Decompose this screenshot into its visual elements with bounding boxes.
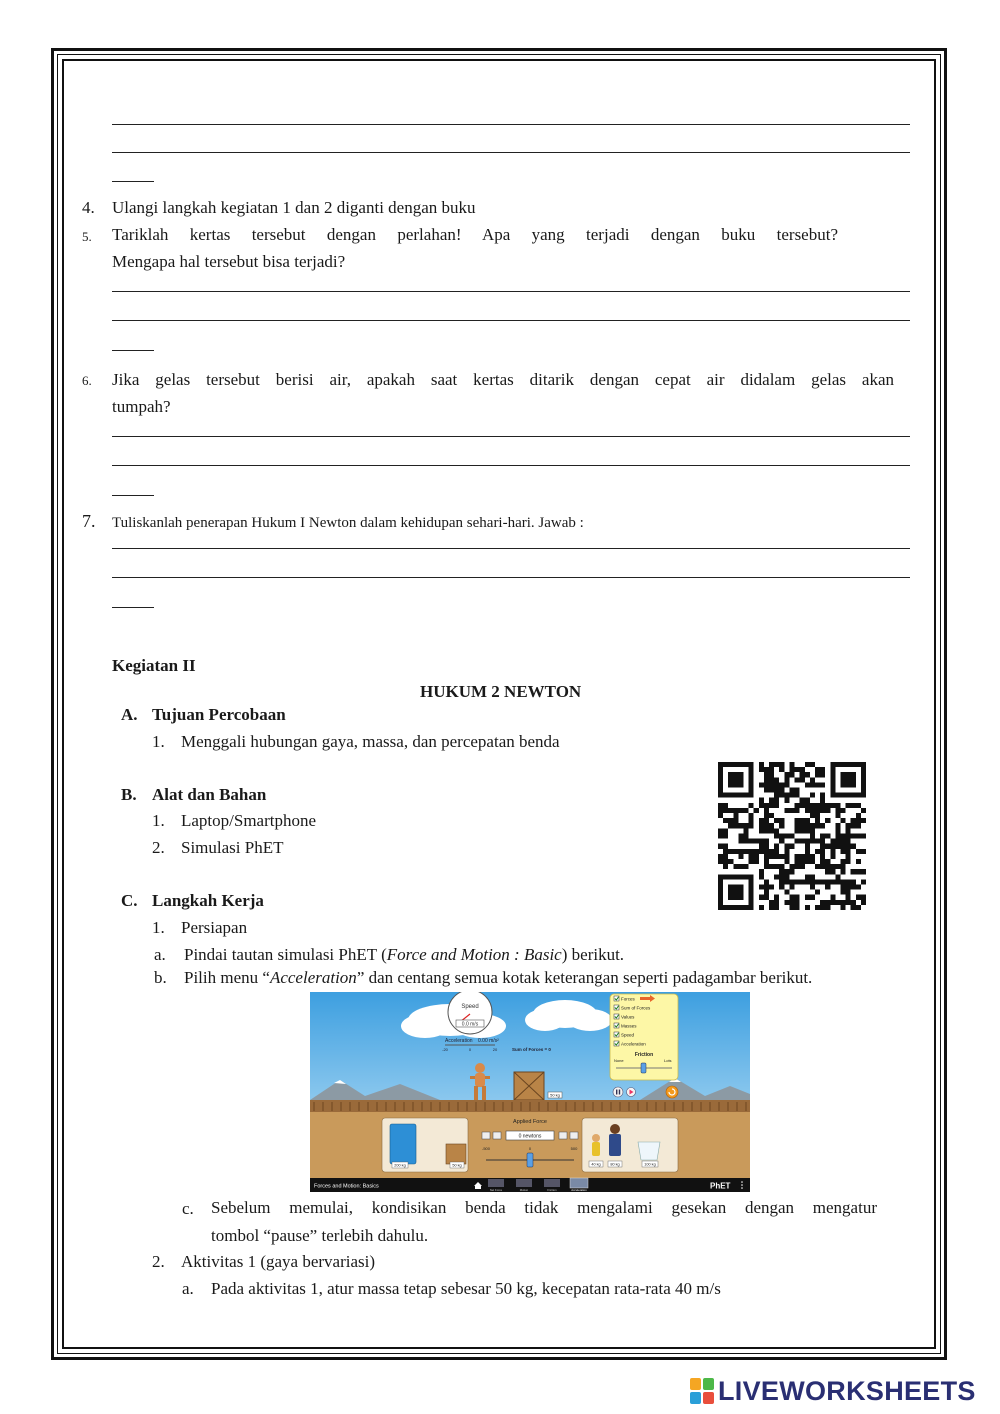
mass-label: 80 kg (610, 1162, 620, 1167)
checkbox-label: Acceleration (621, 1041, 646, 1047)
tool-item: Laptop/Smartphone (181, 811, 317, 830)
tab-net-force[interactable] (488, 1179, 504, 1187)
acceleration-value: 0.00 m/s² (478, 1038, 499, 1044)
friction-label: Friction (634, 1052, 654, 1058)
section-letter: B. (121, 785, 137, 804)
answer-line[interactable] (112, 577, 910, 578)
answer-line[interactable] (112, 124, 910, 125)
item-number: 6. (82, 373, 92, 388)
tab-label: Acceleration (571, 1188, 587, 1192)
item-5-line-2: Mengapa hal tersebut bisa terjadi? (112, 252, 346, 271)
section-a-title: Tujuan Percobaan (152, 705, 286, 724)
tab-acceleration[interactable] (570, 1178, 588, 1188)
liveworksheets-logo-icon (690, 1378, 714, 1404)
item-6-line-2: tumpah? (112, 397, 171, 416)
step-1-text: Persiapan (181, 918, 248, 937)
speed-value: 0.0 m/s (461, 1021, 479, 1028)
item-5-line-1: Tariklah kertas tersebut dengan perlahan! Apa yang terjadi dengan buku tersebut? (112, 225, 838, 244)
step-2-text: Aktivitas 1 (gaya bervariasi) (181, 1252, 376, 1271)
friction-slider-thumb[interactable] (641, 1063, 646, 1073)
section-c-title: Langkah Kerja (152, 891, 264, 910)
step-1c-line-1: Sebelum memulai, kondisikan benda tidak mengalami gesekan dengan mengatur (211, 1198, 877, 1217)
phet-sim-title: Forces and Motion: Basics (314, 1183, 379, 1190)
activity-title: HUKUM 2 NEWTON (420, 682, 582, 701)
checkbox-label: Masses (621, 1023, 637, 1029)
list-number: 1. (152, 918, 165, 937)
step-2a-text: Pada aktivitas 1, atur massa tetap sebesar 50 kg, kecepatan rata-rata 40 m/s (211, 1279, 721, 1298)
sub-letter: b. (154, 968, 167, 987)
answer-line-stub[interactable] (112, 495, 154, 496)
qr-finder-pattern (718, 762, 754, 798)
tool-item: Simulasi PhET (181, 838, 284, 857)
speed-label: Speed (461, 1004, 479, 1010)
item-7-text: Tuliskanlah penerapan Hukum I Newton dalam kehidupan sehari-hari. Jawab : (112, 515, 584, 531)
sub-letter: a. (154, 945, 166, 964)
answer-line[interactable] (112, 291, 910, 292)
qr-finder-pattern (718, 874, 754, 910)
checkbox-label: Speed (621, 1032, 635, 1038)
tab-friction[interactable] (544, 1179, 560, 1187)
list-number: 1. (152, 811, 165, 830)
tab-label: Friction (547, 1188, 557, 1192)
objective-item: Menggali hubungan gaya, massa, dan percepatan benda (181, 732, 560, 751)
crate-object[interactable] (446, 1144, 466, 1164)
checkbox-label: Sum of Forces (621, 1005, 651, 1011)
qr-finder-pattern (830, 762, 866, 798)
girl-figure[interactable] (592, 1134, 600, 1156)
step-1c-line-2: tombol “pause” terlebih dahulu. (211, 1226, 429, 1245)
checkbox-label: Values (621, 1014, 635, 1020)
sub-letter: a. (182, 1279, 194, 1298)
slider-tick-label: -500 (481, 1146, 491, 1151)
answer-line-stub[interactable] (112, 350, 154, 351)
sum-of-forces-text: Sum of Forces = 0 (512, 1047, 551, 1052)
pause-icon (619, 1090, 620, 1095)
section-letter: C. (121, 891, 138, 910)
force-decrease-button[interactable] (493, 1132, 501, 1139)
applied-force-value: 0 newtons (518, 1133, 542, 1140)
item-6-line-1: Jika gelas tersebut berisi air, apakah saat kertas ditarik dengan cepat air didalam gelas akan (112, 370, 894, 389)
menu-icon (741, 1187, 743, 1189)
friction-none-label: None (614, 1058, 624, 1063)
applied-force-label: Applied Force (513, 1119, 547, 1125)
reset-button[interactable] (666, 1086, 678, 1098)
pause-icon (616, 1090, 617, 1095)
tab-motion[interactable] (516, 1179, 532, 1187)
bucket-object[interactable] (638, 1142, 660, 1160)
crate (514, 1072, 544, 1100)
item-number: 4. (82, 198, 95, 217)
mass-label: 40 kg (591, 1162, 601, 1167)
phet-logo: PhET (710, 1181, 731, 1191)
slider-tick-label: 0 (528, 1146, 532, 1151)
tab-label: Motion (519, 1188, 529, 1192)
refrigerator-object[interactable] (390, 1124, 416, 1164)
answer-line[interactable] (112, 465, 910, 466)
activity-label: Kegiatan II (112, 656, 196, 675)
section-letter: A. (121, 705, 138, 724)
answer-line-stub[interactable] (112, 181, 154, 182)
speedometer (448, 992, 492, 1034)
checkbox-label: Forces (621, 996, 635, 1002)
item-4-text: Ulangi langkah kegiatan 1 dan 2 diganti dengan buku (112, 198, 476, 217)
force-increase-button[interactable] (559, 1132, 567, 1139)
answer-line[interactable] (112, 436, 910, 437)
crate-mass-label: 50 kg (550, 1092, 560, 1098)
item-number: 5. (82, 229, 92, 244)
answer-line[interactable] (112, 320, 910, 321)
sub-letter: c. (182, 1199, 194, 1218)
pause-button[interactable] (613, 1087, 623, 1097)
liveworksheets-logo (690, 1374, 976, 1408)
tab-label: Net Force (489, 1188, 503, 1192)
menu-icon (741, 1184, 743, 1186)
qr-code[interactable] (718, 762, 866, 910)
step-1b-text: Pilih menu “Acceleration” dan centang semua kotak keterangan seperti padagambar berikut. (184, 968, 813, 987)
answer-line-stub[interactable] (112, 607, 154, 608)
mass-label: 100 kg (644, 1162, 656, 1167)
answer-line[interactable] (112, 152, 910, 153)
phet-simulation-image (310, 992, 750, 1192)
force-increase-fast-button[interactable] (570, 1132, 578, 1139)
item-number: 7. (82, 511, 96, 531)
mass-label: 200 kg (394, 1163, 406, 1168)
friction-lots-label: Lots (664, 1058, 672, 1063)
slider-tick-label: 500 (570, 1146, 578, 1151)
list-number: 1. (152, 732, 165, 751)
force-decrease-fast-button[interactable] (482, 1132, 490, 1139)
step-1a-text: Pindai tautan simulasi PhET (Force and Motion : Basic) berikut. (184, 945, 625, 964)
list-number: 2. (152, 838, 165, 857)
liveworksheets-logo-text: LIVEWORKSHEETS (718, 1375, 976, 1406)
mass-label: 50 kg (452, 1163, 462, 1168)
answer-line[interactable] (112, 548, 910, 549)
menu-icon[interactable] (741, 1181, 743, 1183)
accel-tick: 0 (468, 1047, 472, 1052)
applied-force-slider-thumb[interactable] (527, 1153, 533, 1167)
accel-tick: 20 (492, 1047, 498, 1052)
list-number: 2. (152, 1252, 165, 1271)
acceleration-label: Acceleration (445, 1038, 473, 1044)
man-figure[interactable] (609, 1124, 621, 1156)
accel-tick: -20 (442, 1047, 448, 1052)
section-b-title: Alat dan Bahan (152, 785, 267, 804)
